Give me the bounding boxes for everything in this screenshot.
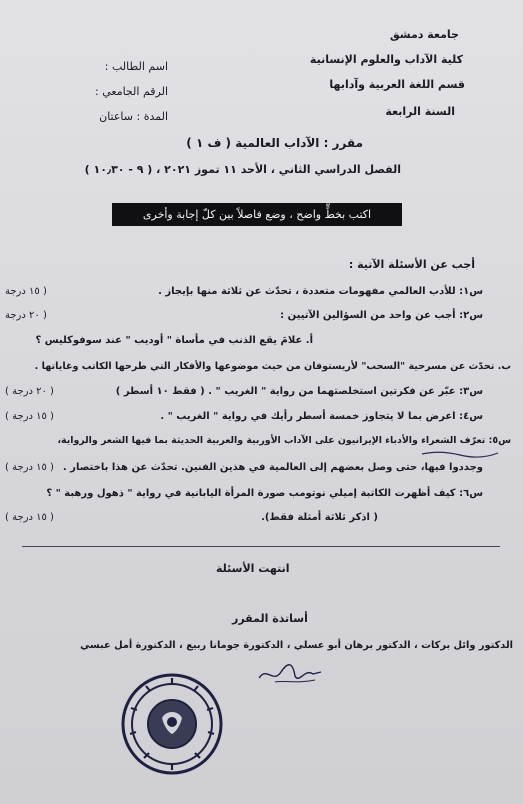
question-3: س٣: عبّر عن فكرتين استخلصتهما من رواية " الغريب " . ( فقط ١٠ أسطر ) xyxy=(115,386,483,397)
questions-instruction: أجب عن الأسئلة الآتية : xyxy=(348,258,475,271)
question-2: س٢: أجب عن واحد من السؤالين الآتيين : xyxy=(280,310,483,321)
question-1-marks: ( ١٥ درجة xyxy=(5,286,47,297)
question-6-continued: ( اذكر ثلاثة أمثلة فقط). xyxy=(261,512,378,523)
student-name-label: اسم الطالب : xyxy=(104,60,168,73)
question-5: س٥: تعرّف الشعراء والأدباء الإيرانيون على الآداب الأوربية والعربية الحديثة بما فيها الشعر والرواية، xyxy=(57,435,511,446)
course-title: مقرر : الآداب العالمية ( ف ١ ) xyxy=(186,136,363,150)
question-2a: أ. علامَ يقع الذنب في مأساة " أوديب " عند سوفوكليس ؟ xyxy=(35,335,313,346)
question-5-marks: ( ١٥ درجة ) xyxy=(5,462,54,473)
year-label: السنة الرابعة xyxy=(385,105,455,118)
instructions-banner: اكتب بخطٍّ واضح ، وضع فاصلاً بين كلّ إجابة وأخرى xyxy=(112,203,402,226)
faculty-name: كلية الآداب والعلوم الإنسانية xyxy=(309,53,463,66)
department-name: قسم اللغة العربية وآدابها xyxy=(329,78,465,91)
question-4-marks: ( ١٥ درجة ) xyxy=(5,411,54,422)
question-5-continued: وجددوا فيها، حتى وصل بعضهم إلى العالمية في هذين الفنين. تحدّث عن هذا باختصار . xyxy=(62,462,483,473)
question-2b: ب. تحدّث عن مسرحية "السحب" لأريستوفان من حيث موضوعها والأفكار التي طرحها الكاتب وغاياتها . xyxy=(34,361,511,372)
signature xyxy=(255,660,325,688)
official-stamp xyxy=(120,672,224,776)
question-1: س١: للأدب العالمي مفهومات متعددة ، تحدّث عن ثلاثة منها بإيجاز . xyxy=(158,286,483,297)
question-3-marks: ( ٢٠ درجة ) xyxy=(5,386,54,397)
question-4: س٤: اعرض بما لا يتجاوز خمسة أسطر رأيك في رواية " الغريب " . xyxy=(160,411,483,422)
exam-session: الفصل الدراسي الثاني ، الأحد ١١ تموز ٢٠٢١ ، ( ٩ - ١٠٫٣٠ ) xyxy=(84,163,401,176)
question-2-marks: ( ٢٠ درجة xyxy=(5,310,47,321)
handwritten-underline xyxy=(420,449,500,459)
separator-line xyxy=(22,546,500,547)
end-of-questions: انتهت الأسئلة xyxy=(216,562,290,575)
university-name: جامعة دمشق xyxy=(389,28,459,41)
question-6: س٦: كيف أظهرت الكاتبة إميلي نوتومب صورة المرأة اليابانية في رواية " ذهول ورهبة " ؟ xyxy=(46,488,483,499)
professors-title: أساتذة المقرر xyxy=(232,612,308,625)
student-number-label: الرقم الجامعي : xyxy=(95,85,168,98)
question-6-marks: ( ١٥ درجة ) xyxy=(5,512,54,523)
professors-names: الدكتور وائل بركات ، الدكتور برهان أبو عسلي ، الدكتورة جومانا ربيع ، الدكتورة أمل عبسي xyxy=(80,640,513,651)
duration-label: المدة : ساعتان xyxy=(99,110,168,123)
